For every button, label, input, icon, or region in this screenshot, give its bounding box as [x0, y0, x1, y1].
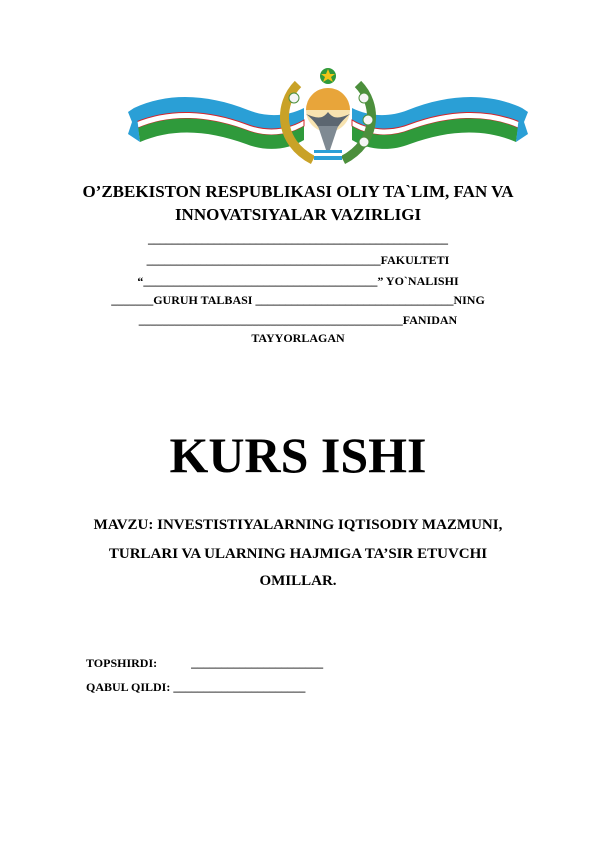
sun-and-bird — [306, 88, 350, 160]
document-title: KURS ISHI — [169, 427, 427, 483]
group-line: _______GURUH TALBASI _________________________________NING — [111, 293, 485, 307]
direction-line: “_______________________________________” YO`NALISHI — [137, 274, 459, 288]
submitted-label: TOPSHIRDI: — [86, 656, 158, 670]
accepted-row — [86, 680, 305, 694]
left-flag-ribbon — [128, 97, 304, 149]
faculty-line: _______________________________________FAKULTETI — [146, 253, 450, 267]
blank-line: __________________________________________________ — [148, 232, 448, 246]
subject-line: ____________________________________________FANIDAN — [138, 313, 458, 327]
state-emblem — [128, 64, 528, 166]
submitted-blank: ______________________ — [191, 656, 324, 670]
topic-line-3: OMILLAR. — [259, 573, 337, 589]
ministry-line-1: O’ZBEKISTON RESPUBLIKASI OLIY TA`LIM, FAN VA — [82, 182, 514, 201]
accepted-label: QABUL QILDI: — [86, 680, 171, 694]
topic-line-1: MAVZU: INVESTISTIYALARNING IQTISODIY MAZMUNI, — [93, 517, 503, 533]
topic-line-2: TURLARI VA ULARNING HAJMIGA TA’SIR ETUVCHI — [108, 546, 488, 562]
submitted-row — [86, 656, 323, 670]
right-flag-ribbon — [352, 97, 528, 149]
prepared-line: TAYYORLAGAN — [251, 331, 345, 345]
accepted-blank: ______________________ — [173, 680, 306, 694]
star-emblem — [320, 68, 336, 84]
ministry-line-2: INNOVATSIYALAR VAZIRLIGI — [174, 205, 422, 224]
